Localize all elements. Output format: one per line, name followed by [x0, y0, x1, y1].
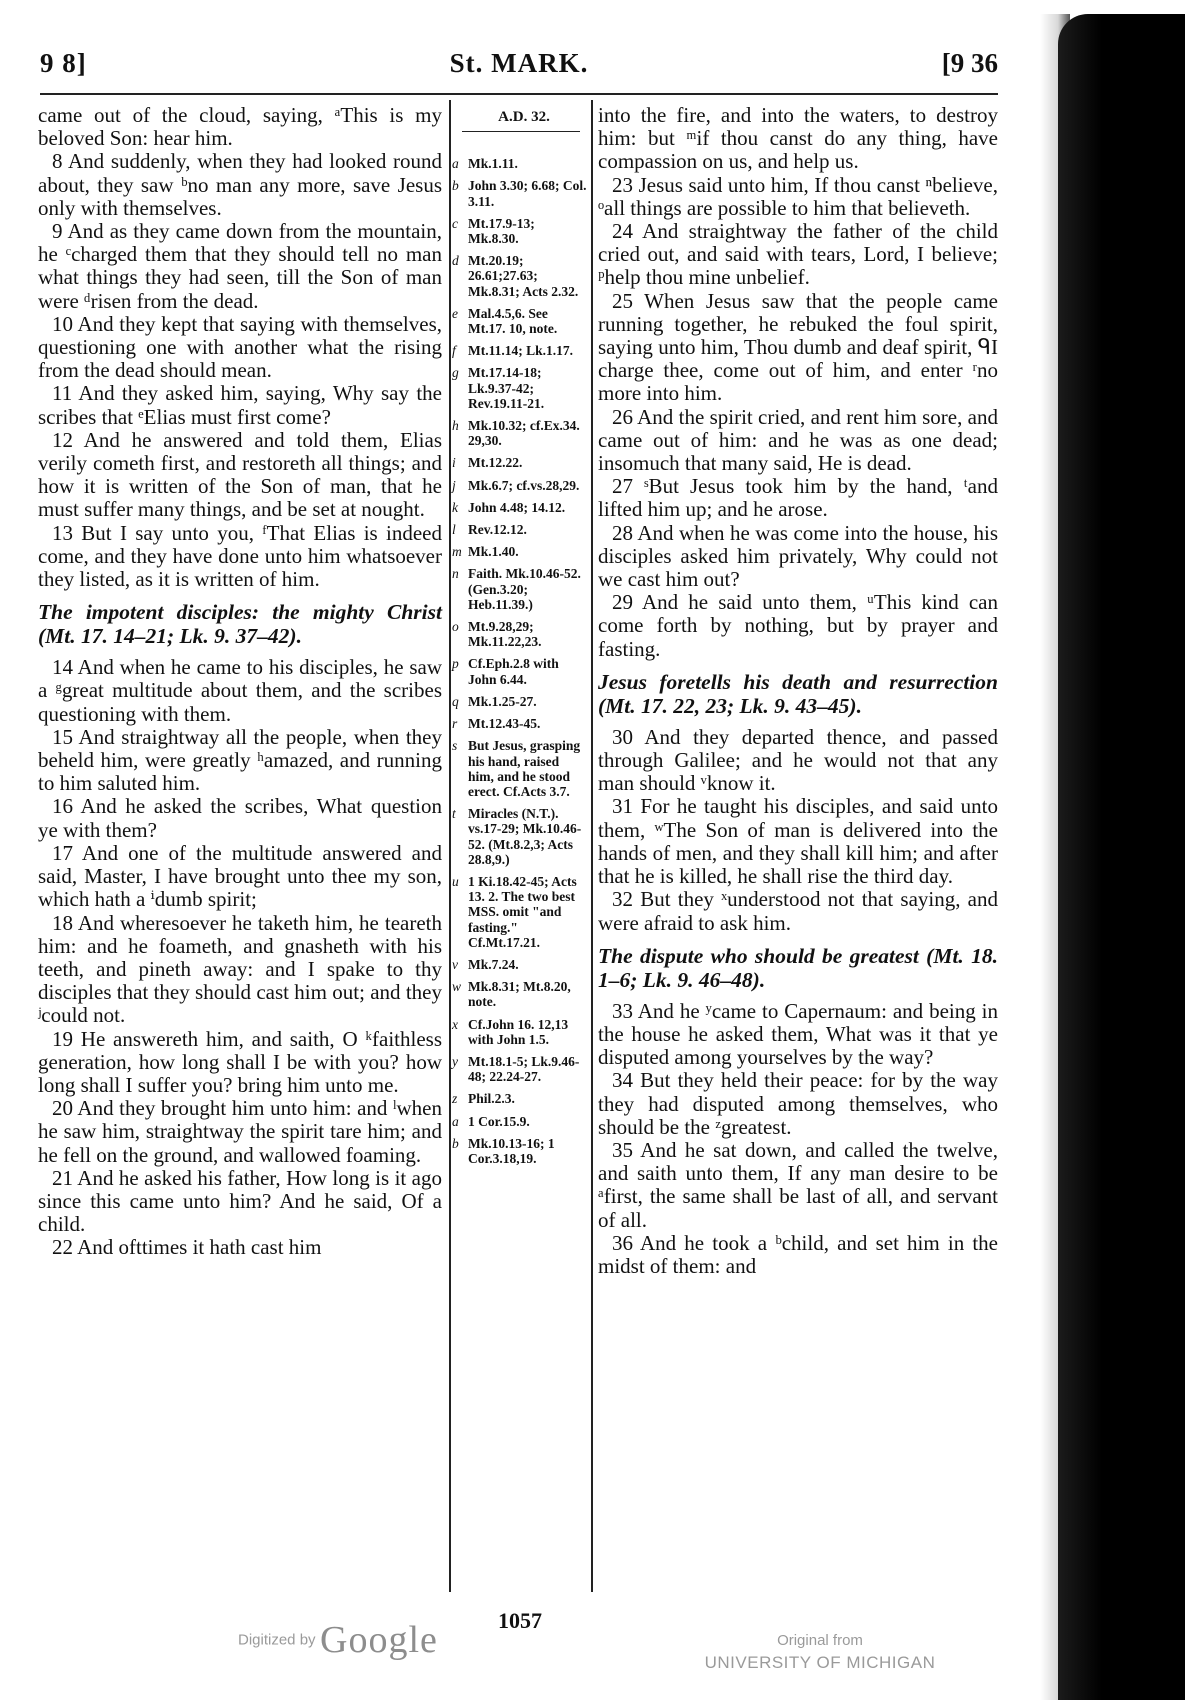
margin-reference: [452, 694, 588, 709]
reference-letter: y: [452, 1053, 458, 1069]
verse-paragraph: 23 Jesus said unto him, If thou canst ⁿbelieve, ᵒall things are possible to him that believeth.: [598, 172, 998, 220]
margin-reference: [452, 566, 588, 612]
verse-paragraph: 25 When Jesus saw that the people came running together, he rebuked the foul spirit, saying unto him, Thou dumb and deaf spirit, ᑫI charge thee, come out of him, and enter ʳno more into him.: [598, 288, 998, 406]
reference-text: Mt.11.14; Lk.1.17.: [468, 343, 574, 359]
verse-paragraph: 34 But they held their peace: for by the way they had disputed among themselves, who should be the ᶻgreatest.: [598, 1068, 998, 1139]
reference-letter: o: [452, 619, 459, 635]
reference-text: Mk.10.13-16; 1 Cor.3.18,19.: [468, 1135, 555, 1166]
reference-text: Mt.12.22.: [468, 455, 523, 471]
margin-reference: [452, 343, 588, 358]
verse-paragraph: 11 And they asked him, saying, Why say the scribes that ᵉElias must first come?: [38, 381, 442, 429]
verse-paragraph: 16 And he asked the scribes, What question ye with them?: [38, 794, 442, 842]
reference-letter: x: [452, 1016, 458, 1032]
reference-letter: u: [452, 873, 459, 889]
verse-paragraph: 15 And straightway all the people, when they beheld him, were greatly ʰamazed, and running to him saluted him.: [38, 724, 442, 796]
section-heading: The dispute who should be greatest (Mt. 18. 1–6; Lk. 9. 46–48).: [598, 943, 998, 992]
margin-reference: [452, 957, 588, 972]
header-book-title: St. MARK.: [449, 48, 589, 78]
reference-text: Mk.7.24.: [468, 956, 519, 972]
margin-reference: [452, 253, 588, 299]
header-right-reference: [9 36: [941, 48, 998, 78]
margin-reference: [452, 738, 588, 799]
verse-paragraph: 22 And ofttimes it hath cast him: [52, 1235, 322, 1260]
verse-paragraph: 29 And he said unto them, ᵘThis kind can come forth by nothing, but by prayer and fasting.: [598, 590, 998, 661]
margin-reference: [452, 1017, 588, 1047]
reference-letter: i: [452, 455, 456, 471]
margin-reference: [452, 1114, 588, 1129]
margin-reference-list: [452, 156, 588, 1166]
verse-paragraph: 31 For he taught his disciples, and said unto them, ʷThe Son of man is delivered into the hands of men, and they shall kill him; and after that he is killed, he shall rise the third day.: [598, 794, 998, 889]
reference-letter: v: [452, 956, 458, 972]
running-header: [40, 48, 998, 88]
verse-paragraph: 30 And they departed thence, and passed through Galilee; and he would not that any man should ᵛknow it.: [598, 724, 998, 796]
reference-letter: p: [452, 656, 459, 672]
reference-letter: k: [452, 499, 458, 515]
verse-paragraph: 18 And wheresoever he taketh him, he teareth him: and he foameth, and gnasheth with his teeth, and pineth away: and I spake to thy disciples that they should cast him out; and they ʲcould not.: [38, 910, 442, 1028]
column-divider-left: [449, 100, 451, 1592]
verse-paragraph: 8 And suddenly, when they had looked round about, they saw ᵇno man any more, save Jesus only with themselves.: [38, 149, 442, 220]
binding-shadow: [1058, 14, 1185, 1700]
verse-paragraph: 21 And he asked his father, How long is it ago since this came unto him? And he said, Of a child.: [38, 1165, 442, 1237]
verse-paragraph: 17 And one of the multitude answered and said, Master, I have brought unto thee my son, which hath a ⁱdumb spirit;: [38, 840, 442, 912]
reference-text: Mal.4.5,6. See Mt.17. 10, note.: [468, 305, 558, 337]
reference-letter: s: [452, 738, 458, 754]
reference-text: Mt.9.28,29; Mk.11.22,23.: [468, 619, 542, 650]
margin-reference: [452, 522, 588, 537]
reference-letter: h: [452, 418, 459, 434]
margin-reference: [452, 544, 588, 559]
verse-paragraph: 14 And when he came to his disciples, he saw a ᵍgreat multitude about them, and the scribes questioning with them.: [38, 655, 442, 726]
verse-paragraph: 27 ˢBut Jesus took him by the hand, ᵗand lifted him up; and he arose.: [598, 474, 998, 522]
reference-text: Mk.10.32; cf.Ex.34. 29,30.: [468, 418, 580, 449]
reference-letter: a: [452, 1113, 459, 1129]
reference-text: 1 Ki.18.42-45; Acts 13. 2. The two best MSS. omit "and fasting." Cf.Mt.17.21.: [468, 873, 577, 950]
reference-letter: e: [452, 305, 458, 321]
reference-text: Mk.8.31; Mt.8.20, note.: [468, 979, 571, 1010]
reference-letter: w: [452, 979, 462, 995]
margin-reference: [452, 656, 588, 686]
reference-text: Mk.6.7; cf.vs.28,29.: [468, 477, 580, 493]
margin-reference: [452, 478, 588, 493]
margin-reference: [452, 1054, 588, 1084]
margin-reference: [452, 1136, 588, 1166]
reference-letter: a: [452, 156, 459, 172]
margin-reference: [452, 216, 588, 246]
reference-text: Cf.John 16. 12,13 with John 1.5.: [468, 1016, 569, 1047]
reference-letter: z: [452, 1091, 458, 1107]
section-heading: The impotent disciples: the mighty Christ (Mt. 17. 14–21; Lk. 9. 37–42).: [38, 600, 442, 649]
google-logo: Google: [320, 1619, 438, 1661]
reference-letter: f: [452, 343, 456, 359]
reference-text: Faith. Mk.10.46-52. (Gen.3.20; Heb.11.39.): [468, 566, 581, 612]
margin-reference: [452, 178, 588, 208]
column-divider-right: [591, 100, 593, 1592]
reference-text: Mk.1.11.: [468, 156, 518, 172]
margin-reference: [452, 455, 588, 470]
reference-text: Mk.1.25-27.: [468, 693, 537, 709]
reference-text: John 3.30; 6.68; Col. 3.11.: [468, 178, 587, 209]
verse-paragraph: 36 And he took a ᵇchild, and set him in the midst of them: and: [598, 1230, 998, 1278]
section-heading: Jesus foretells his death and resurrection (Mt. 17. 22, 23; Lk. 9. 43–45).: [598, 669, 998, 718]
reference-text: 1 Cor.15.9.: [468, 1113, 530, 1129]
reference-letter: b: [452, 178, 459, 194]
verse-paragraph: 20 And they brought him unto him: and ˡwhen he saw him, straightway the spirit tare him; and he fell on the ground, and wallowed foaming.: [38, 1096, 442, 1167]
reference-letter: g: [452, 365, 459, 381]
reference-letter: n: [452, 566, 459, 582]
reference-text: Phil.2.3.: [468, 1091, 515, 1107]
margin-reference: [452, 716, 588, 731]
margin-reference: [452, 1091, 588, 1106]
margin-reference: [452, 500, 588, 515]
reference-letter: t: [452, 806, 456, 822]
verse-paragraph: 33 And he ʸcame to Capernaum: and being in the house he asked them, What was it that ye disputed among yourselves by the way?: [598, 998, 998, 1070]
margin-reference: [452, 306, 588, 336]
verse-paragraph: 10 And they kept that saying with themselves, questioning one with another what the rising from the dead should mean.: [38, 311, 442, 383]
digitized-watermark: [238, 1618, 438, 1668]
reference-text: Mt.18.1-5; Lk.9.46-48; 22.24-27.: [468, 1053, 580, 1085]
margin-reference: [452, 874, 588, 950]
left-text-column: [38, 104, 442, 1260]
reference-letter: q: [452, 693, 459, 709]
reference-text: Mk.1.40.: [468, 544, 519, 560]
verse-paragraph: 9 And as they came down from the mountain, he ᶜcharged them that they should tell no man what things they had seen, till the Son of man were ᵈrisen from the dead.: [38, 219, 442, 313]
cross-reference-margin: [452, 110, 588, 1173]
margin-reference: [452, 619, 588, 649]
margin-date-rule: [462, 131, 580, 132]
header-left-reference: 9 8]: [40, 48, 87, 78]
reference-text: Miracles (N.T.). vs.17-29; Mk.10.46-52. (Mt.8.2,3; Acts 28.8,9.): [468, 806, 582, 867]
verse-paragraph: into the fire, and into the waters, to destroy him: but ᵐif thou canst do any thing, have compassion on us, and help us.: [598, 103, 998, 174]
verse-paragraph: came out of the cloud, saying, ᵃThis is my beloved Son: hear him.: [38, 103, 442, 151]
reference-letter: r: [452, 716, 458, 732]
header-rule: [40, 93, 998, 95]
right-text-column: [598, 104, 998, 1278]
margin-reference: [452, 806, 588, 867]
reference-letter: b: [452, 1135, 459, 1151]
source-watermark: [700, 1630, 940, 1674]
reference-letter: d: [452, 253, 459, 269]
page-number: 1057: [498, 1608, 542, 1633]
margin-reference: [452, 156, 588, 171]
margin-reference: [452, 418, 588, 448]
reference-letter: j: [452, 477, 456, 493]
verse-paragraph: 26 And the spirit cried, and rent him sore, and came out of him: and he was as one dead; insomuch that many said, He is dead.: [598, 404, 998, 476]
margin-reference: [452, 979, 588, 1009]
reference-letter: l: [452, 522, 456, 538]
verse-paragraph: 32 But they ˣunderstood not that saying, and were afraid to ask him.: [598, 887, 998, 935]
verse-paragraph: 13 But I say unto you, ᶠThat Elias is indeed come, and they have done unto him whatsoever they listed, as it is written of him.: [38, 520, 442, 592]
reference-text: Mt.17.14-18; Lk.9.37-42; Rev.19.11-21.: [468, 365, 545, 411]
reference-text: John 4.48; 14.12.: [468, 499, 566, 515]
verse-paragraph: 19 He answereth him, and saith, O ᵏfaithless generation, how long shall I be with you? how long shall I suffer you? bring him unto me.: [38, 1026, 442, 1097]
verse-paragraph: 24 And straightway the father of the child cried out, and said with tears, Lord, I believe; ᵖhelp thou mine unbelief.: [598, 219, 998, 290]
reference-text: Mt.17.9-13; Mk.8.30.: [468, 215, 535, 247]
margin-reference: [452, 365, 588, 411]
reference-letter: m: [452, 544, 462, 560]
reference-text: Mt.20.19; 26.61;27.63; Mk.8.31; Acts 2.32.: [468, 253, 579, 299]
margin-date: A.D. 32.: [498, 109, 550, 125]
reference-text: Rev.12.12.: [468, 522, 527, 538]
digitized-by-label: Digitized by: [238, 1631, 316, 1649]
verse-paragraph: 12 And he answered and told them, Elias verily cometh first, and restoreth all things; and how it is written of the Son of man, that he must suffer many things, and be set at nought.: [38, 427, 442, 522]
university-label: UNIVERSITY OF MICHIGAN: [704, 1653, 936, 1672]
original-from-label: Original from: [777, 1632, 863, 1649]
verse-paragraph: 28 And when he was come into the house, his disciples asked him privately, Why could not we cast him out?: [598, 520, 998, 592]
reference-text: Cf.Eph.2.8 with John 6.44.: [468, 656, 559, 687]
reference-text: But Jesus, grasping his hand, raised him, and he stood erect. Cf.Acts 3.7.: [468, 738, 581, 799]
verse-paragraph: 35 And he sat down, and called the twelve, and saith unto them, If any man desire to be ᵃfirst, the same shall be last of all, and servant of all.: [598, 1137, 998, 1232]
reference-letter: c: [452, 215, 458, 231]
reference-text: Mt.12.43-45.: [468, 716, 541, 732]
